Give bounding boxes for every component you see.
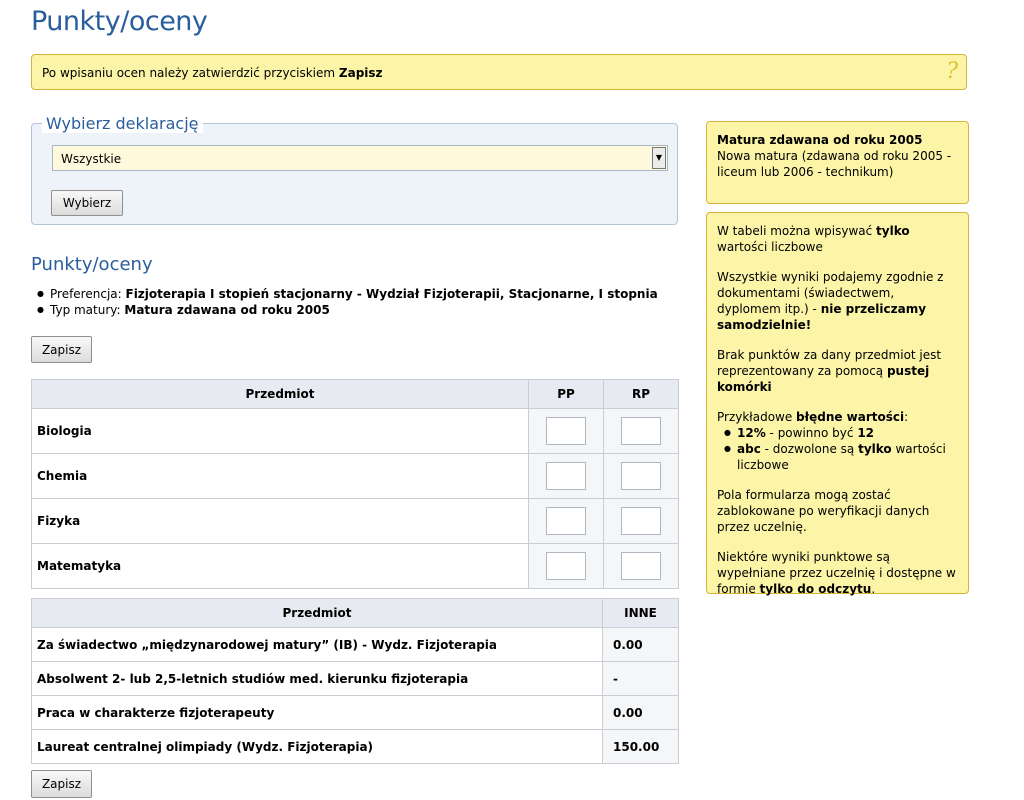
declaration-legend: Wybierz deklarację [42, 114, 203, 133]
help-paragraph: W tabeli można wpisywać tylko wartości liczbowe [717, 224, 910, 254]
other-points-table [31, 598, 679, 764]
subject-name: Matematyka [32, 544, 529, 589]
table-row [32, 628, 679, 662]
question-mark-icon[interactable]: ? [946, 59, 958, 84]
header-inne: INNE [603, 599, 679, 628]
notice-banner [31, 54, 967, 90]
header-subject: Przedmiot [32, 380, 529, 409]
table-row [32, 454, 679, 499]
preference-info: ● Preferencja: Fizjoterapia I stopień stacjonarny - Wydział Fizjoterapii, Stacjonarne, I stopnia [37, 286, 658, 302]
help-paragraph: Przykładowe błędne wartości: [717, 410, 909, 424]
save-button-bottom[interactable]: Zapisz [31, 770, 92, 798]
select-declaration-button[interactable]: Wybierz [51, 190, 123, 216]
header-subject: Przedmiot [32, 599, 603, 628]
chevron-down-icon[interactable]: ▼ [652, 147, 666, 169]
points-value: 0.00 [603, 696, 679, 730]
help-paragraph: Brak punktów za dany przedmiot jest reprezentowany za pomocą pustej komórki [717, 348, 942, 394]
table-row [32, 544, 679, 589]
list-item: ● 12% - powinno być 12 [737, 425, 958, 441]
help-paragraph: Wszystkie wyniki podajemy zgodnie z dokumentami (świadectwem, dyplomem itp.) - nie przeliczamy samodzielnie! [717, 270, 944, 332]
page-title: Punkty/oceny [31, 6, 208, 37]
declaration-select-value: Wszystkie [61, 152, 122, 166]
help-paragraph: Pola formularza mogą zostać zablokowane po weryfikacji danych przez uczelnię. [717, 488, 930, 534]
matura-info-box [706, 121, 969, 204]
error-examples-list [717, 425, 958, 473]
matura-type-info: ● Typ matury: Matura zdawana od roku 2005 [37, 302, 658, 318]
table-row [32, 662, 679, 696]
subject-name: Laureat centralnej olimpiady (Wydz. Fizjoterapia) [32, 730, 603, 764]
table-row [32, 499, 679, 544]
header-pp: PP [529, 380, 604, 409]
header-rp: RP [604, 380, 679, 409]
matura-info-text: Nowa matura (zdawana od roku 2005 - liceum lub 2006 - technikum) [717, 149, 952, 179]
help-paragraph: Niektóre wyniki punktowe są wypełniane przez uczelnię i dostępne w formie tylko do odczytu. [717, 550, 956, 596]
save-button-top[interactable]: Zapisz [31, 336, 92, 363]
subject-name: Biologia [32, 409, 529, 454]
points-value: 150.00 [603, 730, 679, 764]
rp-input[interactable] [621, 507, 661, 535]
list-item: ● abc - dozwolone są tylko wartości liczbowe [737, 441, 958, 473]
notice-text: Po wpisaniu ocen należy zatwierdzić przyciskiem Zapisz [42, 66, 383, 80]
grades-table [31, 379, 679, 589]
declaration-select[interactable] [52, 145, 668, 171]
table-row [32, 730, 679, 764]
points-value: 0.00 [603, 628, 679, 662]
pp-input[interactable] [546, 507, 586, 535]
pp-input[interactable] [546, 462, 586, 490]
subject-name: Chemia [32, 454, 529, 499]
matura-info-title: Matura zdawana od roku 2005 [717, 133, 923, 147]
section-title: Punkty/oceny [31, 254, 153, 275]
rp-input[interactable] [621, 552, 661, 580]
subject-name: Za świadectwo „międzynarodowej matury” (IB) - Wydz. Fizjoterapia [32, 628, 603, 662]
subject-name: Praca w charakterze fizjoterapeuty [32, 696, 603, 730]
pp-input[interactable] [546, 417, 586, 445]
table-row [32, 696, 679, 730]
pp-input[interactable] [546, 552, 586, 580]
table-row [32, 409, 679, 454]
rp-input[interactable] [621, 417, 661, 445]
declaration-fieldset [31, 114, 678, 225]
info-list [37, 286, 658, 318]
rp-input[interactable] [621, 462, 661, 490]
subject-name: Absolwent 2- lub 2,5-letnich studiów med. kierunku fizjoterapia [32, 662, 603, 696]
help-box [706, 212, 969, 594]
points-value: - [603, 662, 679, 696]
subject-name: Fizyka [32, 499, 529, 544]
